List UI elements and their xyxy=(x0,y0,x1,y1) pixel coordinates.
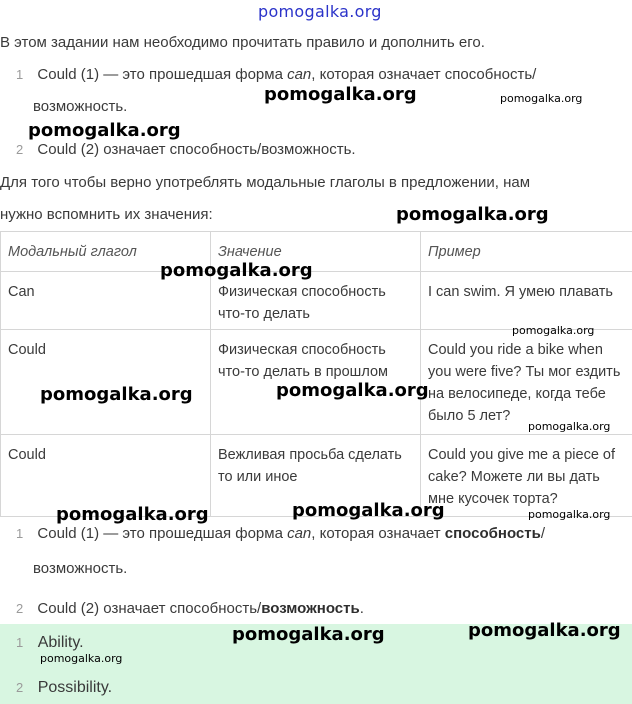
list-number: 1 xyxy=(16,526,24,541)
explain-line-2: нужно вспомнить их значения: xyxy=(0,206,213,223)
watermark: pomogalka.org xyxy=(258,2,382,21)
watermark: pomogalka.org xyxy=(528,420,611,433)
table-header: Значение xyxy=(211,232,421,272)
table-cell: Can xyxy=(1,272,211,330)
filled-rule-line-1-cont: возможность. xyxy=(33,560,128,577)
list-number: 1 xyxy=(16,635,24,650)
table-cell: Could you ride a bike when you were five? Ты мог ездить на велосипеде, когда тебе было 5 лет? xyxy=(421,330,632,435)
watermark: pomogalka.org xyxy=(276,380,429,401)
list-number: 2 xyxy=(16,142,24,157)
list-number: 2 xyxy=(16,680,24,695)
explain-line-1: Для того чтобы верно употреблять модальные глаголы в предложении, нам xyxy=(0,174,531,191)
watermark: pomogalka.org xyxy=(232,624,385,645)
filled-rule-line-1: Could (1) — это прошедшая форма can, которая означает способность/ xyxy=(37,525,546,542)
rule-line-1: Could (1) — это прошедшая форма can, которая означает способность/ xyxy=(37,66,537,83)
table-cell: Физическая способность что-то делать xyxy=(211,272,421,330)
table-cell: I can swim. Я умею плавать xyxy=(421,272,632,330)
table-header: Модальный глагол xyxy=(1,232,211,272)
watermark: pomogalka.org xyxy=(512,324,595,337)
table-cell: Вежливая просьба сделать то или иное xyxy=(211,435,421,517)
watermark: pomogalka.org xyxy=(28,120,181,141)
watermark: pomogalka.org xyxy=(40,652,123,665)
table-row xyxy=(1,272,632,330)
watermark: pomogalka.org xyxy=(396,204,549,225)
answer-2: Possibility. xyxy=(37,679,113,696)
answer-1: Ability. xyxy=(37,634,84,651)
intro-text: В этом задании нам необходимо прочитать правило и дополнить его. xyxy=(0,34,485,51)
watermark: pomogalka.org xyxy=(528,508,611,521)
table-cell: Физическая способность что-то делать в прошлом xyxy=(211,330,421,435)
list-number: 2 xyxy=(16,601,24,616)
table-cell: Could xyxy=(1,435,211,517)
list-number: 1 xyxy=(16,67,24,82)
watermark: pomogalka.org xyxy=(160,260,313,281)
rule-line-1-cont: возможность. xyxy=(33,98,128,115)
watermark: pomogalka.org xyxy=(500,92,583,105)
table-cell: Could xyxy=(1,330,211,435)
table-header: Пример xyxy=(421,232,632,272)
filled-rule-line-2: Could (2) означает способность/возможность. xyxy=(37,600,364,617)
table-header-row xyxy=(1,232,632,272)
watermark: pomogalka.org xyxy=(264,84,417,105)
rule-line-2: Could (2) означает способность/возможность. xyxy=(37,141,356,158)
modal-verbs-table xyxy=(0,231,632,517)
watermark: pomogalka.org xyxy=(292,500,445,521)
table-cell: Could you give me a piece of cake? Можете ли вы дать мне кусочек торта? xyxy=(421,435,632,517)
watermark: pomogalka.org xyxy=(468,620,621,641)
watermark: pomogalka.org xyxy=(56,504,209,525)
watermark: pomogalka.org xyxy=(40,384,193,405)
